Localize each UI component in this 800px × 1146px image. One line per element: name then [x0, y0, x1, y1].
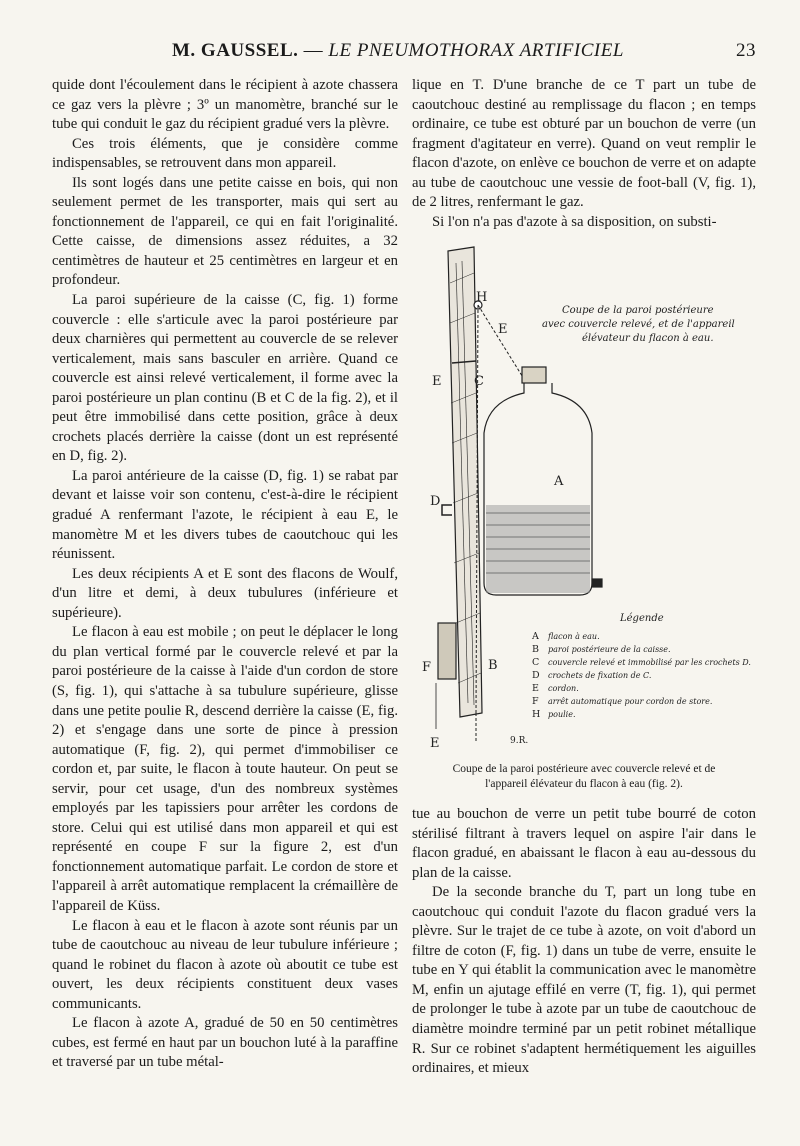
paragraph: Le flacon à eau et le flacon à azote sont réunis par un tube de caoutchouc au niveau de leur tubulure inférieure ; quand le robinet du flacon à azote où aboutit ce tube est ouvert, les deux récipients constituent deux vases communicants.: [52, 917, 398, 1012]
legend-text: flacon à eau.: [548, 632, 600, 641]
paragraph: La paroi supérieure de la caisse (C, fig. 1) forme couvercle : elle s'articule avec la paroi postérieure par deux charnières qui permettent au couvercle de se relever verticalement, mais sans basculer en arrière. Quand ce couvercle est ainsi relevé verticalement, il forme avec la paroi postérieure un plan continu (B et C de la fig. 2), et il peut être immobilisé dans cette position, grâce à deux crochets placés derrière la caisse (dont un est représenté en D, fig. 2).: [52, 292, 398, 465]
legend-key: E: [532, 683, 539, 694]
paragraph: Si l'on n'a pas d'azote à sa disposition, on substi-: [432, 213, 717, 230]
legend-text: couvercle relevé et immobilisé par les crochets D.: [548, 658, 751, 667]
label-C: C: [474, 374, 484, 389]
figure-note: Coupe de la paroi postérieure: [562, 305, 714, 316]
paragraph: La paroi antérieure de la caisse (D, fig. 1) se rabat par devant et laisse voir son contenu, c'est-à-dire le récipient gradué A renfermant l'azote, le récipient à eau E, le manomètre M et les divers tubes de caoutchouc qui les réunissent.: [52, 467, 398, 563]
legend-key: H: [532, 709, 541, 720]
label-E: E: [498, 322, 508, 337]
paragraph: tue au bouchon de verre un petit tube bourré de coton stérilisé filtrant à travers lequel on aspire l'air dans le flacon gradué, en abaissant le flacon à eau au-dessous du plan de la caisse.: [412, 806, 756, 881]
paragraph: Les deux récipients A et E sont des flacons de Woulf, d'un litre et demi, à deux tubulures (inférieure et supérieure).: [52, 565, 398, 621]
signature: 9.R.: [510, 736, 529, 746]
running-header: [52, 40, 762, 70]
legend: [531, 631, 751, 720]
legend-title: Légende: [620, 613, 664, 624]
label-A: A: [554, 474, 564, 489]
legend-key: F: [532, 696, 539, 707]
paragraph: Le flacon à azote A, gradué de 50 en 50 centimètres cubes, est fermé en haut par un bouchon luté à la paraffine et traversé par un tube métal-: [52, 1015, 398, 1071]
paragraph: Le flacon à eau est mobile ; on peut le déplacer le long du plan vertical formé par le couvercle relevé et par la paroi postérieure de la caisse à l'aide d'un cordon de store (S, fig. 1), qui s'attache à sa tubulure supérieure, glisse dans une petite poulie R, descend derrière la caisse (E, fig. 2) et s'engage dans une sorte de pince à pression automatique (F, fig. 2), qui permet d'immobiliser ce cordon et, par suite, le flacon à toute hauteur. On peut se servir, pour cet usage, d'un des nombreux systèmes employés par les tapissiers pour arrêter les cordons de store. Celui qui est utilisé dans mon appareil et qui est représenté en coupe F sur la figure 2, est d'un fonctionnement automatique parfait. Le cordon de store et l'appareil à arrêt automatique remplacent la crémaillère de l'appareil de Küss.: [52, 624, 398, 914]
paragraph: Ces trois éléments, que je considère comme indispensables, se retrouvent dans mon appareil.: [52, 135, 398, 172]
paragraph: lique en T. D'une branche de ce T part un tube de caoutchouc destiné au remplissage du flacon ; en temps ordinaire, ce tube est obturé par un bouchon de verre (un fragment d'agitateur en verre). Quand on veut remplir le flacon d'azote, on enlève ce bouchon de verre et on adapte au tube de caoutchouc une vessie de foot-ball (V, fig. 1), de 2 litres, renfermant le gaz.: [412, 77, 756, 211]
hook-D: [442, 505, 452, 515]
right-column-top: [412, 76, 756, 232]
figure-note: avec couvercle relevé, et de l'appareil: [542, 319, 735, 330]
label-E-left: E: [432, 374, 442, 389]
header-separator: —: [303, 40, 324, 61]
legend-text: paroi postérieure de la caisse.: [548, 645, 671, 654]
label-B: B: [488, 658, 498, 673]
legend-text: cordon.: [548, 684, 579, 693]
apparatus-figure: [412, 243, 756, 763]
header-title: LE PNEUMOTHORAX ARTIFICIEL: [328, 40, 624, 61]
paragraph: De la seconde branche du T, part un long tube en caoutchouc qui conduit l'azote du flacon gradué vers la plèvre. Sur le trajet de ce tube à azote, on voit d'abord un filtre de coton (F, fig. 1) dans un tube de verre, ensuite le tube en Y qui établit la communication avec le manomètre M, enfin un ajutage effilé en verre (T, fig. 1), qui permet de prolonger le tube à azote par un tube de caoutchouc de diamètre moindre terminé par un petit robinet métallique R. Sur ce robinet s'adaptent hermétiquement les aiguilles ordinaires, et mieux: [412, 884, 756, 1077]
caption-line: l'appareil élévateur du flacon à eau (fig. 2).: [485, 778, 683, 790]
label-E-bottom: E: [430, 736, 440, 751]
figure-caption: [412, 762, 756, 792]
legend-key: D: [532, 670, 540, 681]
figure-note: élévateur du flacon à eau.: [582, 333, 714, 344]
figure-drawing: [412, 243, 756, 763]
legend-text: crochets de fixation de C.: [548, 671, 652, 680]
water-bottle: [484, 367, 602, 595]
legend-text: poulie.: [548, 710, 576, 719]
clamp-F: [438, 623, 456, 679]
paragraph: quide dont l'écoulement dans le récipient à azote chassera ce gaz vers la plèvre ; 3º un manomètre, branché sur le tube qui conduit le gaz du récipient gradué vers la plèvre.: [52, 77, 398, 133]
caption-line: Coupe de la paroi postérieure avec couvercle relevé et de: [452, 763, 716, 775]
legend-key: B: [532, 644, 539, 655]
legend-text: arrêt automatique pour cordon de store.: [548, 697, 713, 706]
label-H: H: [476, 290, 488, 305]
label-D: D: [430, 494, 441, 509]
legend-key: A: [532, 631, 539, 642]
page-number: 23: [736, 40, 756, 61]
right-column-bottom: [412, 805, 756, 1079]
running-title: [172, 40, 624, 62]
header-author: M. GAUSSEL.: [172, 40, 299, 61]
legend-key: C: [532, 657, 540, 668]
paragraph: Ils sont logés dans une petite caisse en bois, qui non seulement permet de les transporter, mais qui sert au fonctionnement de l'appareil, ce qui en fait l'originalité. Cette caisse, de dimensions assez réduites, a 32 centimètres de hauteur et 25 centimètres en largeur et en profondeur.: [52, 174, 398, 289]
label-F: F: [422, 660, 432, 675]
left-column: [52, 76, 398, 1073]
